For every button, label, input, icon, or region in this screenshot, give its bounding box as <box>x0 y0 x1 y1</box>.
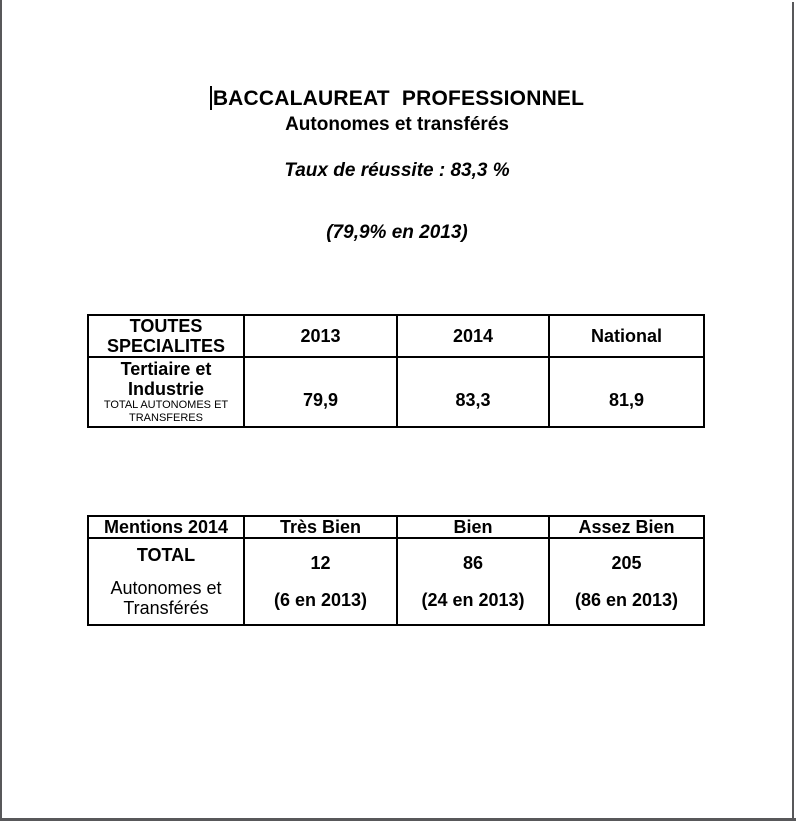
header-toutes-specialites <box>88 315 244 357</box>
header-2014: 2014 <box>397 315 549 357</box>
header-bien: Bien <box>397 516 549 538</box>
document-title: BACCALAUREAT PROFESSIONNEL <box>212 87 585 110</box>
bien-previous: (24 en 2013) <box>421 590 525 610</box>
bien-value: 86 <box>462 553 484 573</box>
tres-bien-cell <box>244 538 397 625</box>
total-label-line: Transférés <box>123 598 209 618</box>
header-line: SPECIALITES <box>106 336 226 356</box>
specialites-table <box>87 314 705 428</box>
specialites-header-row <box>88 315 704 357</box>
tres-bien-value: 12 <box>310 553 331 573</box>
row-sublabel-line: TRANSFERES <box>129 412 203 424</box>
previous-year-rate: (79,9% en 2013) <box>326 222 468 243</box>
mentions-header-row <box>88 516 704 538</box>
mentions-data-row <box>88 538 704 625</box>
total-label-line: Autonomes et <box>110 578 222 598</box>
header-tres-bien: Très Bien <box>244 516 397 538</box>
assez-bien-value: 205 <box>611 553 642 573</box>
header-2013: 2013 <box>244 315 397 357</box>
value-2013: 79,9 <box>244 357 397 427</box>
title-line <box>2 86 792 111</box>
row-label-line: Industrie <box>127 379 204 399</box>
row-label-tertiaire-industrie <box>88 357 244 427</box>
header-line: TOUTES <box>129 316 203 336</box>
page-border-right <box>792 2 794 821</box>
row-sublabel-line: TOTAL AUTONOMES ET <box>103 399 229 411</box>
text-cursor-caret <box>210 86 212 110</box>
value-national: 81,9 <box>549 357 704 427</box>
mentions-total-label <box>88 538 244 625</box>
header-national: National <box>549 315 704 357</box>
total-label-line: TOTAL <box>136 545 196 565</box>
value-2014: 83,3 <box>397 357 549 427</box>
header-assez-bien: Assez Bien <box>549 516 704 538</box>
tres-bien-previous: (6 en 2013) <box>273 590 368 610</box>
document-subtitle: Autonomes et transférés <box>285 114 509 135</box>
success-rate-line: Taux de réussite : 83,3 % <box>284 160 510 181</box>
header-mentions-2014: Mentions 2014 <box>88 516 244 538</box>
row-label-line: Tertiaire et <box>120 359 212 379</box>
specialites-data-row <box>88 357 704 427</box>
mentions-table <box>87 515 705 626</box>
assez-bien-previous: (86 en 2013) <box>574 590 679 610</box>
assez-bien-cell <box>549 538 704 625</box>
bien-cell <box>397 538 549 625</box>
